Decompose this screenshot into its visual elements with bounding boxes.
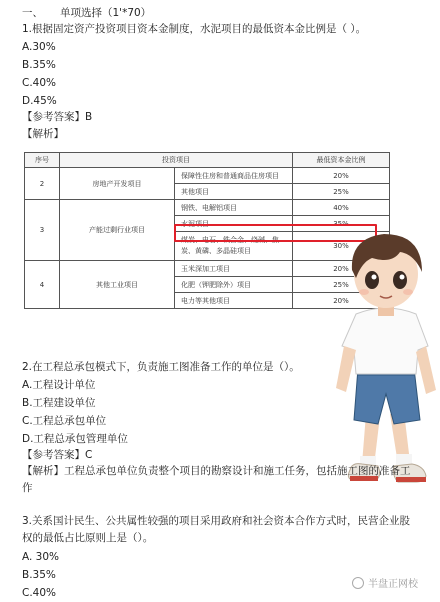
row-item: 电力等其他项目 [175,293,293,309]
q3-stem: 3.关系国计民生、公共属性较强的项目采用政府和社会资本合作方式时，民营企业股权的最低占比原则上是（）。 [22,515,411,544]
row-item: 钢铁、电解铝项目 [175,200,293,216]
q1-stem: 1.根据固定资产投资项目资本金制度，水泥项目的最低资本金比例是（ ）。 [22,23,367,35]
q1-option-b[interactable]: B.35% [22,59,56,71]
row-item: 化肥（钾肥除外）项目 [175,277,293,293]
q1-answer: 【参考答案】B [22,111,93,123]
row-item: 水泥项目 [175,216,293,232]
q2-answer: 【参考答案】C [22,449,93,461]
row-item: 煤炭、电石、铁合金、烧碱、焦炭、黄磷、多晶硅项目 [175,232,293,261]
q3-option-a[interactable]: A. 30% [22,551,60,563]
row-ratio: 20% [293,168,390,184]
row-category: 其他工业项目 [60,261,175,309]
section-number: 一、 [22,7,43,19]
q1-option-d[interactable]: D.45% [22,95,57,107]
row-ratio: 25% [293,184,390,200]
table-row [25,168,390,184]
row-ratio: 20% [293,261,390,277]
row-ratio: 20% [293,293,390,309]
header-ratio: 最低资本金比例 [293,153,390,168]
q3-option-b[interactable]: B.35% [22,569,56,581]
q1-option-a[interactable]: A.30% [22,41,56,53]
watermark-logo-icon [352,577,364,589]
q2-option-a[interactable]: A.工程设计单位 [22,379,96,391]
q1-analysis-label: 【解析】 [22,128,64,140]
table-row [25,200,390,216]
row-category: 房地产开发项目 [60,168,175,200]
q2-option-c[interactable]: C.工程总承包单位 [22,415,107,427]
header-project: 投资项目 [60,153,293,168]
section-title: 单项选择（1'*70） [60,7,152,19]
q2-stem: 2.在工程总承包模式下，负责施工图准备工作的单位是（）。 [22,361,300,373]
watermark-text: 半盘正网校 [368,579,418,590]
row-item: 其他项目 [175,184,293,200]
q1-option-c[interactable]: C.40% [22,77,57,89]
q3-option-c[interactable]: C.40% [22,587,57,599]
q2-option-d[interactable]: D.工程总承包管理单位 [22,433,128,445]
watermark [352,575,418,590]
cartoon-boy-illustration [328,218,440,504]
row-category: 产能过剩行业项目 [60,200,175,261]
header-num: 序号 [25,153,60,168]
row-ratio: 30% [293,232,390,261]
row-num: 4 [25,261,60,309]
row-ratio: 25% [293,277,390,293]
row-num: 2 [25,168,60,200]
row-item: 玉米深加工项目 [175,261,293,277]
q2-analysis: 【解析】工程总承包单位负责整个项目的勘察设计和施工任务，包括施工图的准备工作 [22,465,411,494]
row-item: 保障性住房和普通商品住房项目 [175,168,293,184]
table-header-row [25,153,390,168]
row-num: 3 [25,200,60,261]
row-ratio: 35% [293,216,390,232]
row-ratio: 40% [293,200,390,216]
q2-option-b[interactable]: B.工程建设单位 [22,397,96,409]
